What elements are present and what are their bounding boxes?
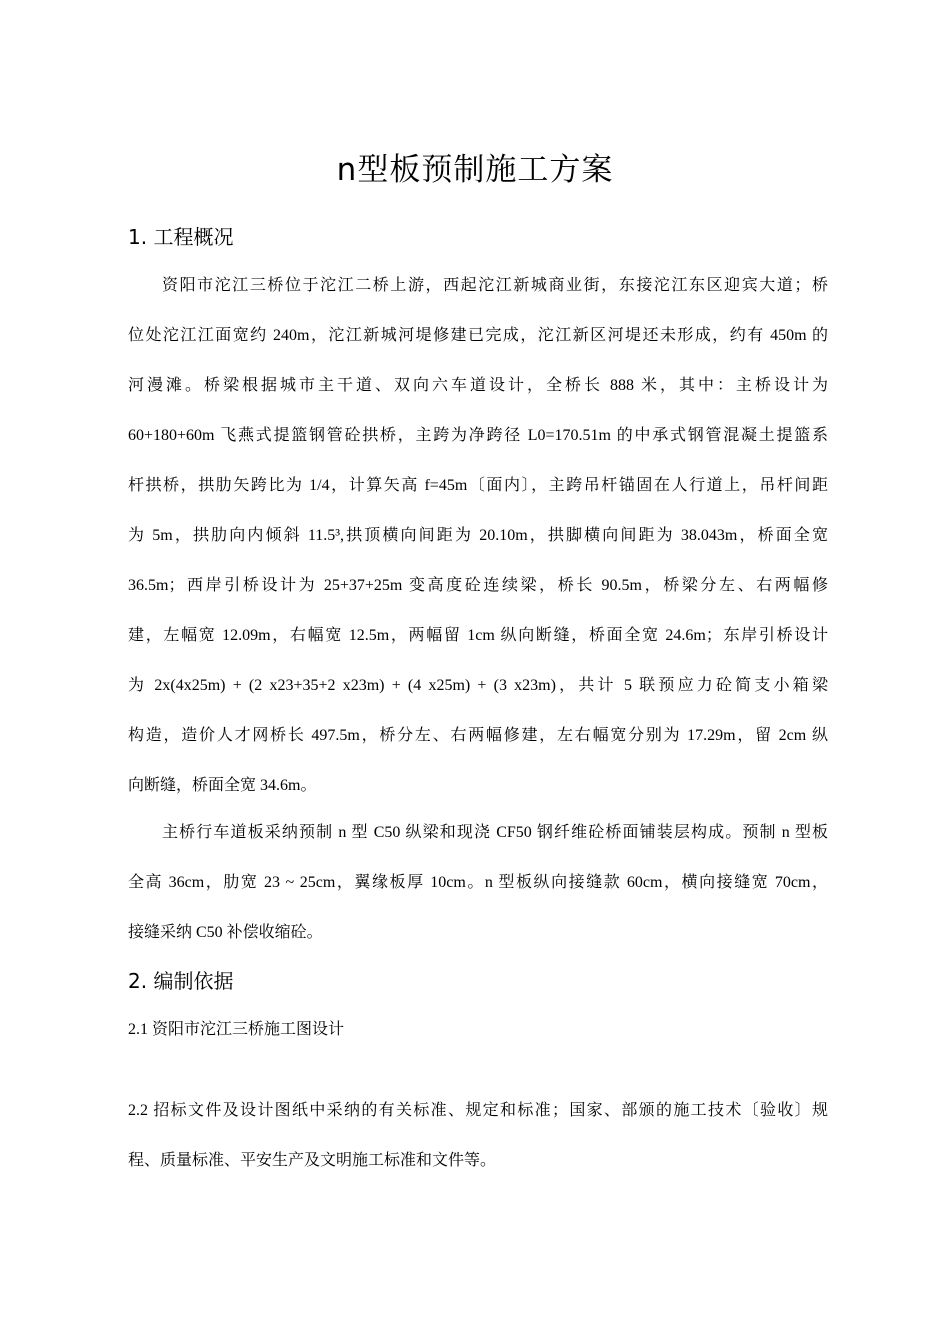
paragraph-line: 36.5m；西岸引桥设计为 25+37+25m 变高度砼连续梁，桥长 90.5m，桥梁分左、右两幅修 <box>128 577 828 594</box>
paragraph-line: 2.2 招标文件及设计图纸中采纳的有关标准、规定和标准；国家、部颁的施工技术〔验收〕规 <box>128 1102 828 1119</box>
paragraph-line: 程、质量标准、平安生产及文明施工标准和文件等。 <box>128 1152 497 1169</box>
document-title: n型板预制施工方案 <box>336 152 614 188</box>
paragraph-line: 构造，造价人才网桥长 497.5m，桥分左、右两幅修建，左右幅宽分别为 17.29m，留 2cm 纵 <box>128 727 828 744</box>
paragraph-line: 向断缝，桥面全宽 34.6m。 <box>128 777 317 794</box>
paragraph-line: 为 5m，拱肋向内倾斜 11.5³,拱顶横向间距为 20.10m，拱脚横向间距为 38.043m，桥面全宽 <box>128 527 828 544</box>
basis-item-2-2 <box>128 1086 828 1186</box>
paragraph-line: 60+180+60m 飞燕式提篮钢管砼拱桥，主跨为净跨径 L0=170.51m 的中承式钢管混凝土提篮系 <box>128 427 828 444</box>
paragraph-line: 建，左幅宽 12.09m，右幅宽 12.5m，两幅留 1cm 纵向断缝，桥面全宽 24.6m；东岸引桥设计 <box>128 627 828 644</box>
paragraph-line: 杆拱桥，拱肋矢跨比为 1/4，计算矢高 f=45m〔面内〕，主跨吊杆锚固在人行道上，吊杆间距 <box>128 477 828 494</box>
paragraph-line: 河漫滩。桥梁根据城市主干道、双向六车道设计，全桥长 888 米，其中：主桥设计为 <box>128 377 828 394</box>
overview-paragraph-1 <box>128 261 828 811</box>
paragraph-line: 接缝采纳 C50 补偿收缩砼。 <box>128 924 323 941</box>
basis-item-2-1 <box>128 1005 828 1055</box>
paragraph-line: 2.1 资阳市沱江三桥施工图设计 <box>128 1021 345 1038</box>
section-heading-basis: 2. 编制依据 <box>128 969 234 993</box>
paragraph-line: 主桥行车道板采纳预制 n 型 C50 纵梁和现浇 CF50 钢纤维砼桥面铺装层构成。预制 n 型板 <box>162 824 828 841</box>
section-heading-overview: 1. 工程概况 <box>128 225 234 249</box>
overview-paragraph-2 <box>128 808 828 958</box>
paragraph-line: 资阳市沱江三桥位于沱江二桥上游，西起沱江新城商业街，东接沱江东区迎宾大道；桥 <box>162 277 828 294</box>
paragraph-line: 为 2x(4x25m) + (2 x23+35+2 x23m) + (4 x25m) + (3 x23m)，共计 5 联预应力砼简支小箱梁 <box>128 677 828 694</box>
paragraph-line: 位处沱江江面宽约 240m，沱江新城河堤修建已完成，沱江新区河堤还未形成，约有 450m 的 <box>128 327 828 344</box>
paragraph-line: 全高 36cm，肋宽 23 ~ 25cm，翼缘板厚 10cm。n 型板纵向接缝款 60cm，横向接缝宽 70cm， <box>128 874 828 891</box>
